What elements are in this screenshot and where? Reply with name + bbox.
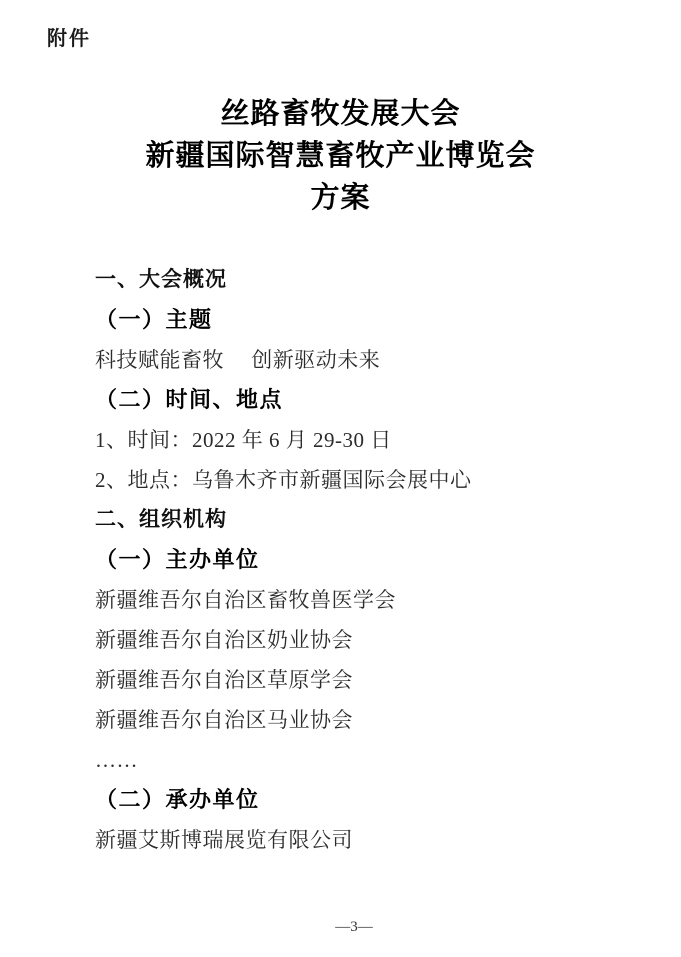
paragraph-theme: 科技赋能畜牧 创新驱动未来 — [95, 348, 381, 372]
subheading-time-location: （二）时间、地点 — [95, 387, 284, 412]
document-title-line-3: 方案 — [310, 182, 371, 214]
paragraph-organizer: 新疆艾斯博瑞展览有限公司 — [95, 828, 353, 852]
subheading-host-units: （一）主办单位 — [95, 547, 260, 572]
paragraph-time: 1、时间：2022 年 6 月 29-30 日 — [95, 428, 392, 452]
paragraph-ellipsis: …… — [95, 748, 138, 772]
section-heading-organization: 二、组织机构 — [95, 508, 227, 531]
document-title-line-1: 丝路畜牧发展大会 — [220, 98, 461, 130]
section-heading-overview: 一、大会概况 — [95, 268, 227, 291]
document-body — [95, 260, 653, 860]
subheading-theme: （一）主题 — [95, 307, 213, 332]
paragraph-host-4: 新疆维吾尔自治区马业协会 — [95, 708, 353, 732]
attachment-label: 附件 — [47, 28, 91, 50]
paragraph-host-1: 新疆维吾尔自治区畜牧兽医学会 — [95, 588, 396, 612]
subheading-organizer-unit: （二）承办单位 — [95, 787, 260, 812]
paragraph-host-2: 新疆维吾尔自治区奶业协会 — [95, 628, 353, 652]
paragraph-host-3: 新疆维吾尔自治区草原学会 — [95, 668, 353, 692]
page-number: —3— — [335, 919, 373, 935]
paragraph-location: 2、地点：乌鲁木齐市新疆国际会展中心 — [95, 468, 472, 492]
document-title-line-2: 新疆国际智慧畜牧产业博览会 — [145, 140, 536, 172]
document-title — [0, 93, 681, 219]
